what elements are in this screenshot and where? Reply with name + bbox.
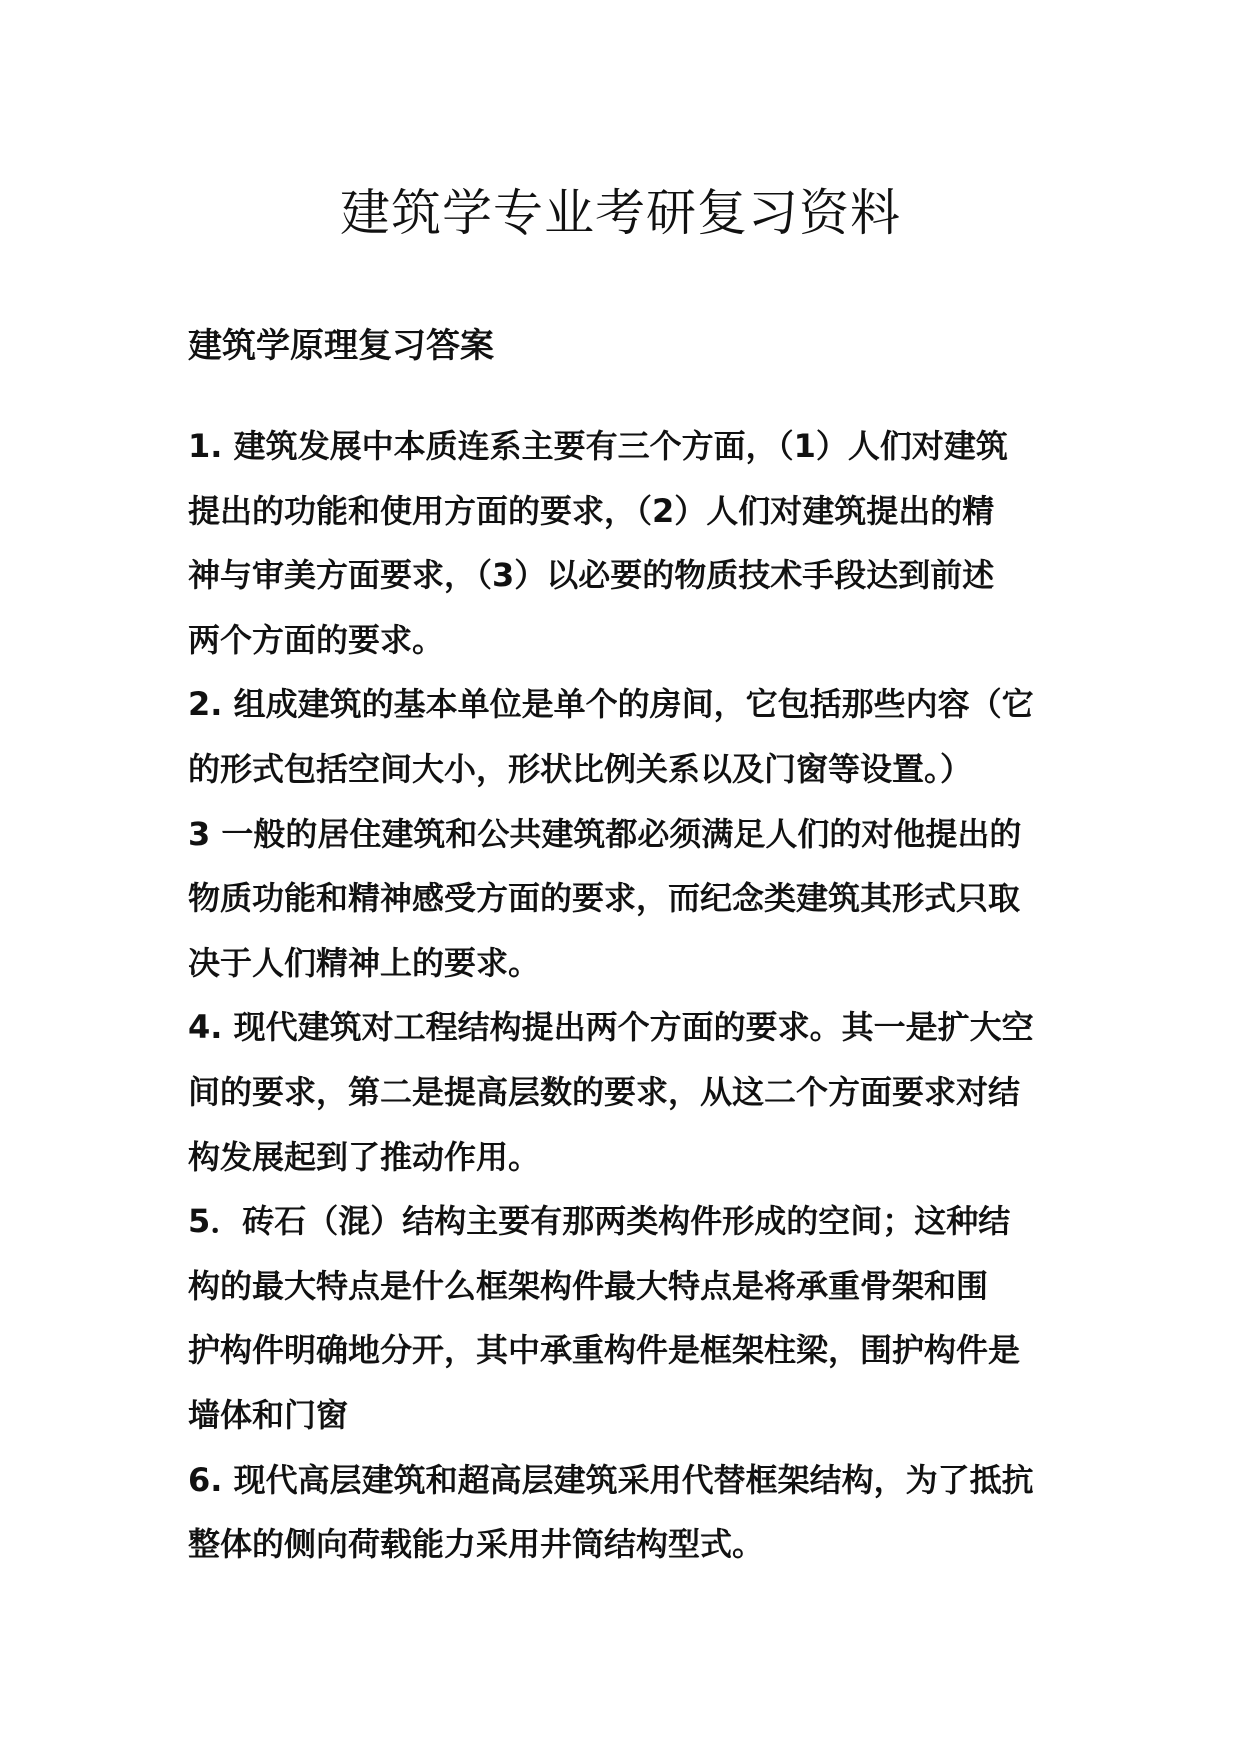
text-line: 的形式包括空间大小，形状比例关系以及门窗等设置。） xyxy=(188,749,973,788)
text-line: 整体的侧向荷载能力采用井筒结构型式。 xyxy=(188,1525,765,1564)
text-line: 两个方面的要求。 xyxy=(188,620,445,659)
document-title: 建筑学专业考研复习资料 xyxy=(340,184,901,242)
text-line: 间的要求，第二是提高层数的要求，从这二个方面要求对结 xyxy=(188,1072,1021,1111)
text-line: 6. 现代高层建筑和超高层建筑采用代替框架结构，为了抵抗 xyxy=(188,1460,1034,1499)
text-line: 构的最大特点是什么框架构件最大特点是将承重骨架和围 xyxy=(188,1266,989,1305)
text-line: 构发展起到了推动作用。 xyxy=(188,1137,541,1176)
answer-text-body xyxy=(188,414,1068,1577)
text-line: 4. 现代建筑对工程结构提出两个方面的要求。其一是扩大空 xyxy=(188,1008,1034,1047)
text-line: 护构件明确地分开，其中承重构件是框架柱梁，围护构件是 xyxy=(188,1331,1021,1370)
text-line: 神与审美方面要求，（3）以必要的物质技术手段达到前述 xyxy=(188,556,995,595)
text-line: 5．砖石（混）结构主要有那两类构件形成的空间；这种结 xyxy=(188,1202,1011,1241)
text-line: 3 一般的居住建筑和公共建筑都必须满足人们的对他提出的 xyxy=(188,814,1022,853)
text-line: 2. 组成建筑的基本单位是单个的房间，它包括那些内容（它 xyxy=(188,685,1034,724)
text-line: 物质功能和精神感受方面的要求，而纪念类建筑其形式只取 xyxy=(188,879,1021,918)
text-line: 提出的功能和使用方面的要求，（2）人们对建筑提出的精 xyxy=(188,491,995,530)
text-line: 墙体和门窗 xyxy=(188,1395,349,1434)
section-heading: 建筑学原理复习答案 xyxy=(188,326,494,366)
text-line: 决于人们精神上的要求。 xyxy=(188,943,541,982)
text-line: 1. 建筑发展中本质连系主要有三个方面，（1）人们对建筑 xyxy=(188,427,1008,465)
